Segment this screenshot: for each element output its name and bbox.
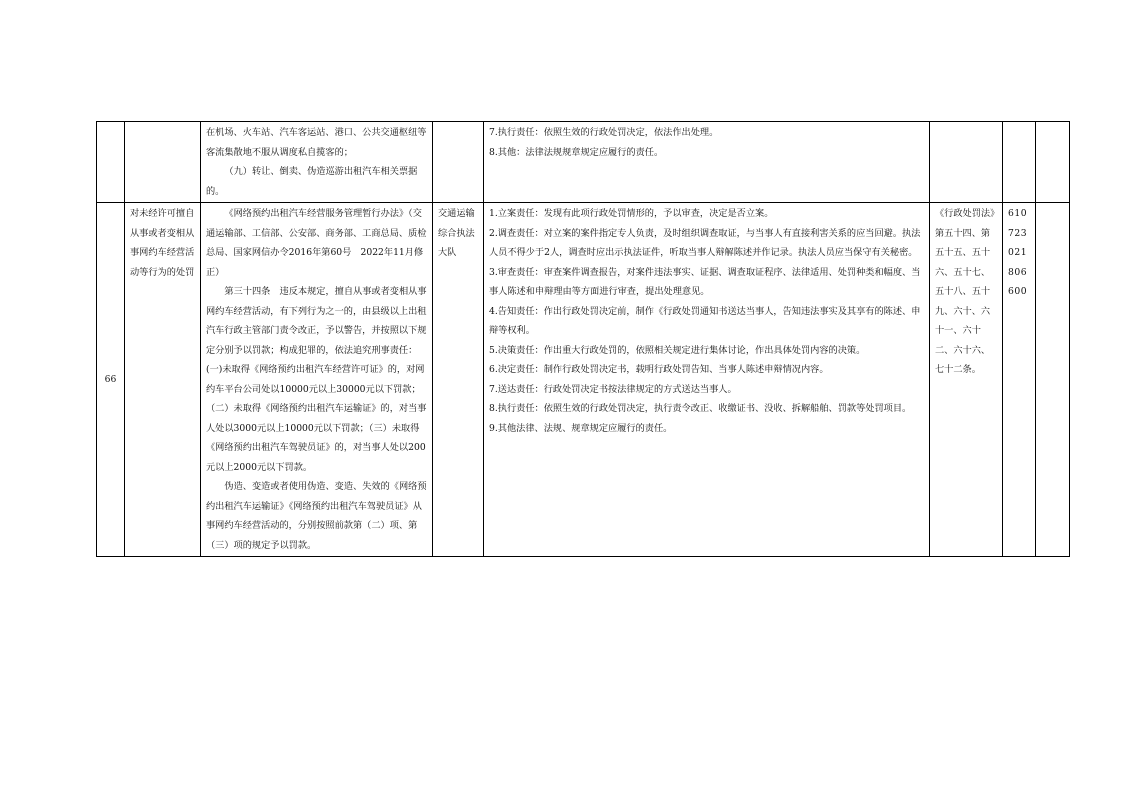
- enforcement-agency: 交通运输综合执法大队: [433, 203, 484, 557]
- cell-item-name-empty: [125, 122, 201, 203]
- responsibility-line: 2.调查责任：对立案的案件指定专人负责，及时组织调查取证，与当事人有直接利害关系的应当回避。执法人员不得少于2人，调查时应出示执法证件，听取当事人辩解陈述并作记录。执法人员应当保守有关秘密。: [489, 227, 921, 258]
- basis-article: 第三十四条 违反本规定，擅自从事或者变相从事网约车经营活动，有下列行为之一的，由县级以上出租汽车行政主管部门责令改正，予以警告，并按照以下规定分别予以罚款；构成犯罪的，依法追究刑事责任：(一)未取得《网络预约出租汽车经营许可证》的，对网约车平台公司处以10000元以上30000元以下罚款；（二）未取得《网络预约出租汽车运输证》的，对当事人处以3000元以上10000元以下罚款；（三）未取得《网络预约出租汽车驾驶员证》的，对当事人处以200元以上2000元以下罚款。: [206, 286, 427, 473]
- responsibility-line: 9.其他法律、法规、规章规定应履行的责任。: [489, 422, 673, 434]
- accountability-basis: 《行政处罚法》第五十四、第五十五、五十六、五十七、五十八、五十九、六十、六十一、六十二、六十六、七十二条。: [930, 203, 1003, 557]
- responsibility-line: 7.执行责任：依照生效的行政处罚决定，依法作出处理。: [489, 127, 719, 138]
- responsibility-line: 3.审查责任：审查案件调查报告，对案件违法事实、证据、调查取证程序、法律适用、处罚种类和幅度、当事人陈述和申辩理由等方面进行审查，提出处理意见。: [489, 266, 921, 297]
- cell-agency-empty: [433, 122, 484, 203]
- responsibility-line: 1.立案责任：发现有此项行政处罚情形的，予以审查，决定是否立案。: [489, 208, 774, 219]
- power-list-table: [96, 121, 1070, 557]
- responsibility-line: 7.送达责任：行政处罚决定书按法律规定的方式送达当事人。: [489, 383, 737, 395]
- item-name: 对未经许可擅自从事或者变相从事网约车经营活动等行为的处罚: [125, 203, 201, 557]
- cell-basis: [201, 203, 433, 557]
- cell-remarks-empty: [1036, 122, 1070, 203]
- cell-responsibility-continuation: [484, 122, 930, 203]
- basis-intro: 《网络预约出租汽车经营服务管理暂行办法》（交通运输部、工信部、公安部、商务部、工商总局、质检总局、国家网信办令2016年第60号 2022年11月修正）: [206, 208, 427, 278]
- cell-code-empty: [1003, 122, 1036, 203]
- table-row-continuation: [97, 122, 1070, 203]
- item-code: 610723021806600: [1003, 203, 1036, 557]
- basis-line: 在机场、火车站、汽车客运站、港口、公共交通枢纽等客流集散地不服从调度私自揽客的；: [206, 127, 427, 158]
- responsibility-line: 8.其他：法律法规规章规定应履行的责任。: [489, 146, 664, 158]
- remarks: [1036, 203, 1070, 557]
- responsibility-line: 6.决定责任：制作行政处罚决定书，载明行政处罚告知、当事人陈述申辩情况内容。: [489, 364, 829, 375]
- responsibility-line: 5.决策责任：作出重大行政处罚的，依照相关规定进行集体讨论，作出具体处罚内容的决策。: [489, 344, 866, 356]
- cell-number-empty: [97, 122, 125, 203]
- cell-responsibility: [484, 203, 930, 557]
- row-number: 66: [97, 203, 125, 557]
- table-row-66: [97, 203, 1070, 557]
- responsibility-line: 4.告知责任：作出行政处罚决定前，制作《行政处罚通知书送达当事人，告知违法事实及其享有的陈述、申辩等权利。: [489, 305, 921, 336]
- basis-extra: 伪造、变造或者使用伪造、变造、失效的《网络预约出租汽车运输证》《网络预约出租汽车驾驶员证》从事网约车经营活动的，分别按照前款第（二）项、第（三）项的规定予以罚款。: [206, 481, 427, 551]
- responsibility-line: 8.执行责任：依照生效的行政处罚决定，执行责令改正、收缴证书、没收、拆解船舶、罚款等处罚项目。: [489, 403, 912, 414]
- cell-basis-continuation: [201, 122, 433, 203]
- basis-line: （九）转让、倒卖、伪造巡游出租汽车相关票据的。: [206, 166, 418, 197]
- cell-accountability-empty: [930, 122, 1003, 203]
